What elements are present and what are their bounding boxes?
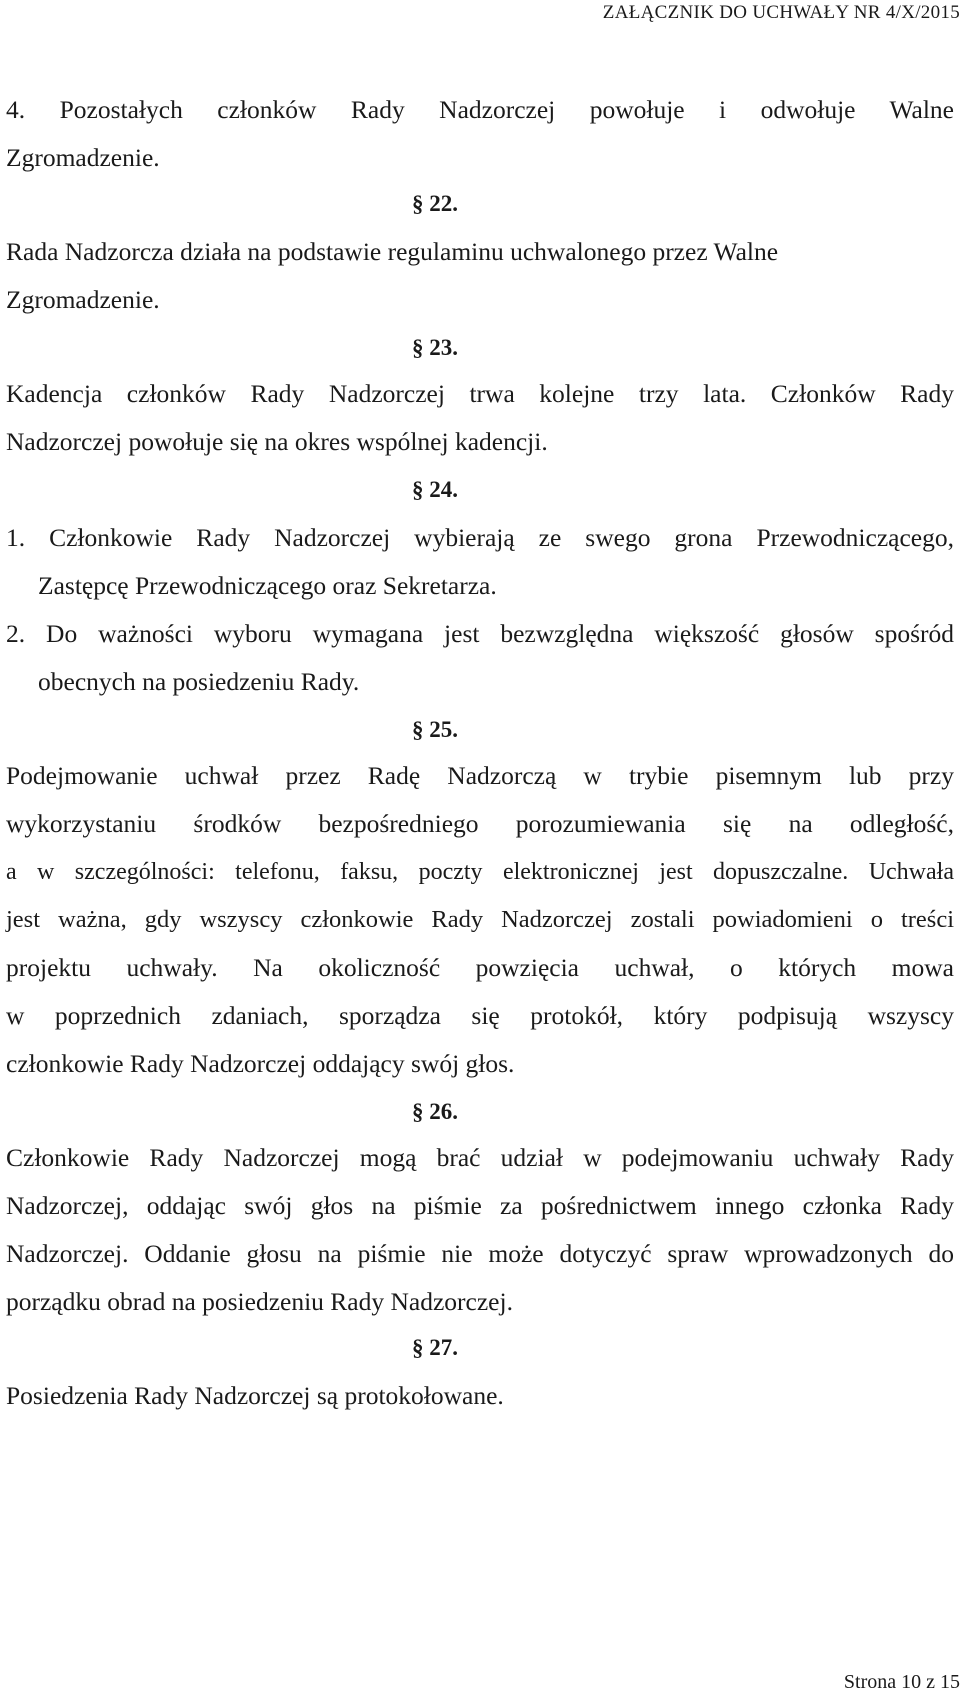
section-sign: § — [412, 191, 424, 216]
text-line: obecnych na posiedzeniu Rady. — [38, 667, 360, 696]
text-line: Nadzorczej powołuje się na okres wspólnej kadencji. — [6, 427, 548, 456]
section-heading — [412, 182, 458, 226]
page-footer — [844, 1671, 960, 1694]
section-number: 23. — [429, 335, 458, 360]
section-sign: § — [412, 717, 424, 742]
section-heading — [412, 468, 458, 512]
text-line: wykorzystaniu środków bezpośredniego porozumiewania się na odległość, — [6, 809, 954, 838]
text-line: porządku obrad na posiedzeniu Rady Nadzorczej. — [6, 1287, 513, 1316]
section-heading — [412, 1326, 458, 1370]
text-line: Członkowie Rady Nadzorczej mogą brać udział w podejmowaniu uchwały Rady — [6, 1143, 954, 1172]
section-sign: § — [412, 1335, 424, 1360]
text-line: 2. Do ważności wyboru wymagana jest bezwzględna większość głosów spośród — [6, 619, 954, 648]
section-heading — [412, 1090, 458, 1134]
section-number: 27. — [429, 1335, 458, 1360]
text-line: Rada Nadzorcza działa na podstawie regulaminu uchwalonego przez Walne — [6, 237, 779, 266]
text-line: Zgromadzenie. — [6, 285, 160, 314]
section-number: 26. — [429, 1099, 458, 1124]
page-number: Strona 10 z 15 — [843, 1671, 960, 1693]
text-line: Zgromadzenie. — [6, 143, 160, 172]
text-line: 1. Członkowie Rady Nadzorczej wybierają ze swego grona Przewodniczącego, — [6, 523, 954, 552]
section-sign: § — [412, 477, 424, 502]
text-line: 4. Pozostałych członków Rady Nadzorczej powołuje i odwołuje Walne — [6, 95, 954, 124]
text-line: Zastępcę Przewodniczącego oraz Sekretarza. — [38, 571, 497, 600]
section-heading — [412, 326, 458, 370]
text-line: Podejmowanie uchwał przez Radę Nadzorczą w trybie pisemnym lub przy — [6, 761, 954, 790]
text-line: projektu uchwały. Na okoliczność powzięcia uchwał, o których mowa — [6, 953, 954, 982]
text-line: Nadzorczej. Oddanie głosu na piśmie nie może dotyczyć spraw wprowadzonych do — [6, 1239, 954, 1268]
section-sign: § — [412, 335, 424, 360]
text-line: Nadzorczej, oddając swój głos na piśmie za pośrednictwem innego członka Rady — [6, 1191, 954, 1220]
section-sign: § — [412, 1099, 424, 1124]
header-title: ZAŁĄCZNIK DO UCHWAŁY NR 4/X/2015 — [602, 2, 960, 23]
section-number: 24. — [429, 477, 458, 502]
text-line: Posiedzenia Rady Nadzorczej są protokołowane. — [6, 1381, 504, 1410]
text-line: a w szczególności: telefonu, faksu, poczty elektronicznej jest dopuszczalne. Uchwała — [6, 859, 954, 885]
section-number: 22. — [429, 191, 458, 216]
section-heading — [412, 708, 458, 752]
text-line: Kadencja członków Rady Nadzorczej trwa kolejne trzy lata. Członków Rady — [6, 379, 954, 408]
page-header — [0, 2, 960, 24]
text-line: w poprzednich zdaniach, sporządza się protokół, który podpisują wszyscy — [6, 1001, 954, 1030]
section-number: 25. — [429, 717, 458, 742]
text-line: członkowie Rady Nadzorczej oddający swój głos. — [6, 1049, 515, 1078]
text-line: jest ważna, gdy wszyscy członkowie Rady Nadzorczej zostali powiadomieni o treści — [6, 906, 954, 933]
